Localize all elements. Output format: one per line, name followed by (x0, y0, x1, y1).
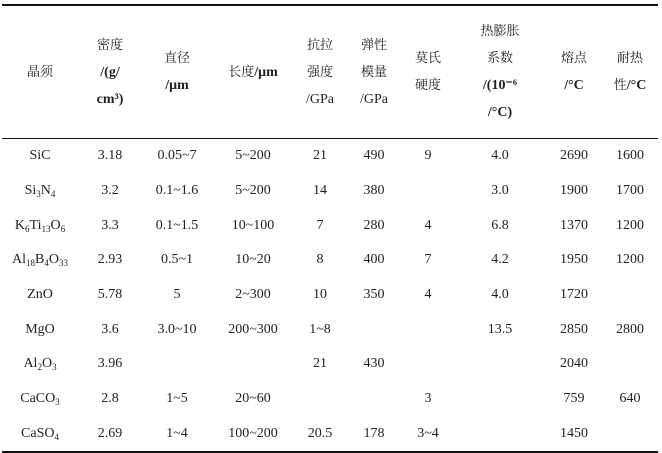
cell-hardness: 4 (424, 287, 432, 303)
cell-heat: 1700 (616, 183, 644, 199)
whisker-properties-table (2, 4, 658, 453)
header-whisker: 晶须 (2, 5, 78, 139)
cell-density: 2.93 (97, 252, 123, 268)
cell-length: 100~200 (212, 417, 294, 453)
cell-diameter: 0.5~1 (160, 252, 194, 268)
cell-heat (602, 347, 658, 382)
cell-tensile: 8 (316, 252, 324, 268)
cell-whisker: $Al_2O_3$ (23, 356, 57, 373)
cell-length: 10~100 (231, 217, 275, 233)
cell-modulus (346, 382, 402, 417)
cell-density: 3.6 (101, 321, 119, 337)
table-row (2, 139, 658, 174)
cell-length: 5~200 (235, 148, 271, 164)
cell-expansion: 6.8 (491, 217, 509, 233)
cell-diameter: 0.1~1.6 (155, 183, 199, 199)
table-row (2, 312, 658, 347)
cell-hardness: 4 (424, 217, 432, 233)
cell-melting: 1950 (560, 252, 588, 268)
table-row (2, 382, 658, 417)
header-mohs-hardness: 莫氏 硬度 (402, 5, 454, 139)
cell-tensile: 14 (313, 183, 327, 199)
cell-tensile: 21 (313, 148, 327, 164)
cell-density: 3.18 (97, 148, 123, 164)
table-row (2, 278, 658, 313)
header-melting-point: 熔点 /°C (546, 5, 602, 139)
cell-diameter: 0.1~1.5 (155, 217, 199, 233)
cell-diameter: 5 (173, 287, 181, 303)
cell-expansion: 13.5 (487, 321, 513, 337)
cell-expansion: 4.2 (491, 252, 509, 268)
cell-melting: 1900 (560, 183, 588, 199)
cell-heat: 2800 (616, 321, 644, 337)
cell-modulus: 350 (363, 287, 385, 303)
cell-length: 2~300 (235, 287, 271, 303)
cell-hardness (402, 174, 454, 209)
cell-density: 3.2 (101, 183, 119, 199)
cell-modulus: 400 (363, 252, 385, 268)
cell-whisker: CaCO$_3$ (20, 391, 60, 408)
header-diameter: 直径 /μm (142, 5, 212, 139)
cell-expansion: 4.0 (491, 148, 509, 164)
cell-hardness: 3 (424, 391, 432, 407)
cell-density: 5.78 (97, 287, 123, 303)
header-row (2, 5, 658, 139)
cell-diameter: 3.0~10 (157, 321, 197, 337)
cell-expansion: 3.0 (491, 183, 509, 199)
cell-heat (602, 417, 658, 453)
cell-tensile: 20.5 (294, 417, 346, 453)
cell-density: 2.8 (101, 391, 119, 407)
cell-length: 200~300 (228, 321, 278, 337)
cell-heat: 1600 (616, 148, 644, 164)
cell-whisker: SiC (29, 148, 51, 164)
cell-diameter: 1~4 (142, 417, 212, 453)
cell-whisker: $Si_3N_4$ (24, 183, 56, 200)
table-row (2, 347, 658, 382)
header-tensile-strength: 抗拉 强度 /GPa (294, 5, 346, 139)
cell-modulus (346, 312, 402, 347)
cell-hardness: 7 (424, 252, 432, 268)
cell-diameter (142, 347, 212, 382)
cell-expansion (454, 347, 546, 382)
cell-expansion (454, 382, 546, 417)
cell-hardness: 9 (424, 148, 432, 164)
cell-melting: 1450 (546, 417, 602, 453)
cell-length: 20~60 (235, 391, 271, 407)
cell-whisker: $Al_{18}B_4O_{33}$ (12, 252, 68, 269)
cell-heat (602, 278, 658, 313)
cell-melting: 759 (563, 391, 585, 407)
cell-tensile: 21 (313, 356, 327, 372)
table-row (2, 208, 658, 243)
table-row (2, 417, 658, 453)
cell-melting: 1370 (560, 217, 588, 233)
cell-whisker: ZnO (27, 287, 53, 303)
cell-tensile (294, 382, 346, 417)
cell-modulus: 490 (363, 148, 385, 164)
cell-melting: 1720 (560, 287, 588, 303)
cell-hardness (402, 312, 454, 347)
cell-whisker: MgO (25, 321, 55, 337)
cell-length: 5~200 (235, 183, 271, 199)
cell-hardness: 3~4 (402, 417, 454, 453)
cell-melting: 2040 (560, 356, 588, 372)
cell-length (212, 347, 294, 382)
cell-melting: 2690 (560, 148, 588, 164)
cell-heat: 640 (619, 391, 641, 407)
cell-heat: 1200 (616, 252, 644, 268)
cell-melting: 2850 (560, 321, 588, 337)
cell-whisker: $K_6Ti_{13}O_6$ (14, 217, 66, 234)
cell-whisker: CaSO$_4$ (2, 417, 78, 453)
cell-density: 3.96 (97, 356, 123, 372)
cell-hardness (402, 347, 454, 382)
cell-density: 2.69 (78, 417, 142, 453)
cell-modulus: 380 (363, 183, 385, 199)
cell-expansion (454, 417, 546, 453)
table-row (2, 174, 658, 209)
cell-tensile: 1~8 (309, 321, 331, 337)
cell-tensile: 10 (313, 287, 327, 303)
cell-diameter: 1~5 (166, 391, 188, 407)
cell-modulus: 280 (363, 217, 385, 233)
cell-modulus: 430 (363, 356, 385, 372)
cell-diameter: 0.05~7 (157, 148, 197, 164)
cell-density: 3.3 (101, 217, 119, 233)
cell-modulus: 178 (346, 417, 402, 453)
cell-expansion: 4.0 (491, 287, 509, 303)
cell-tensile: 7 (316, 217, 324, 233)
header-thermal-expansion: 热膨胀 系数 /(10⁻⁶ /°C) (454, 5, 546, 139)
header-heat-resistance: 耐热 性/°C (602, 5, 658, 139)
header-density: 密度 /(g/ cm³) (78, 5, 142, 139)
header-elastic-modulus: 弹性 模量 /GPa (346, 5, 402, 139)
cell-length: 10~20 (235, 252, 271, 268)
header-length: 长度/μm (212, 5, 294, 139)
cell-heat: 1200 (616, 217, 644, 233)
table-row (2, 243, 658, 278)
